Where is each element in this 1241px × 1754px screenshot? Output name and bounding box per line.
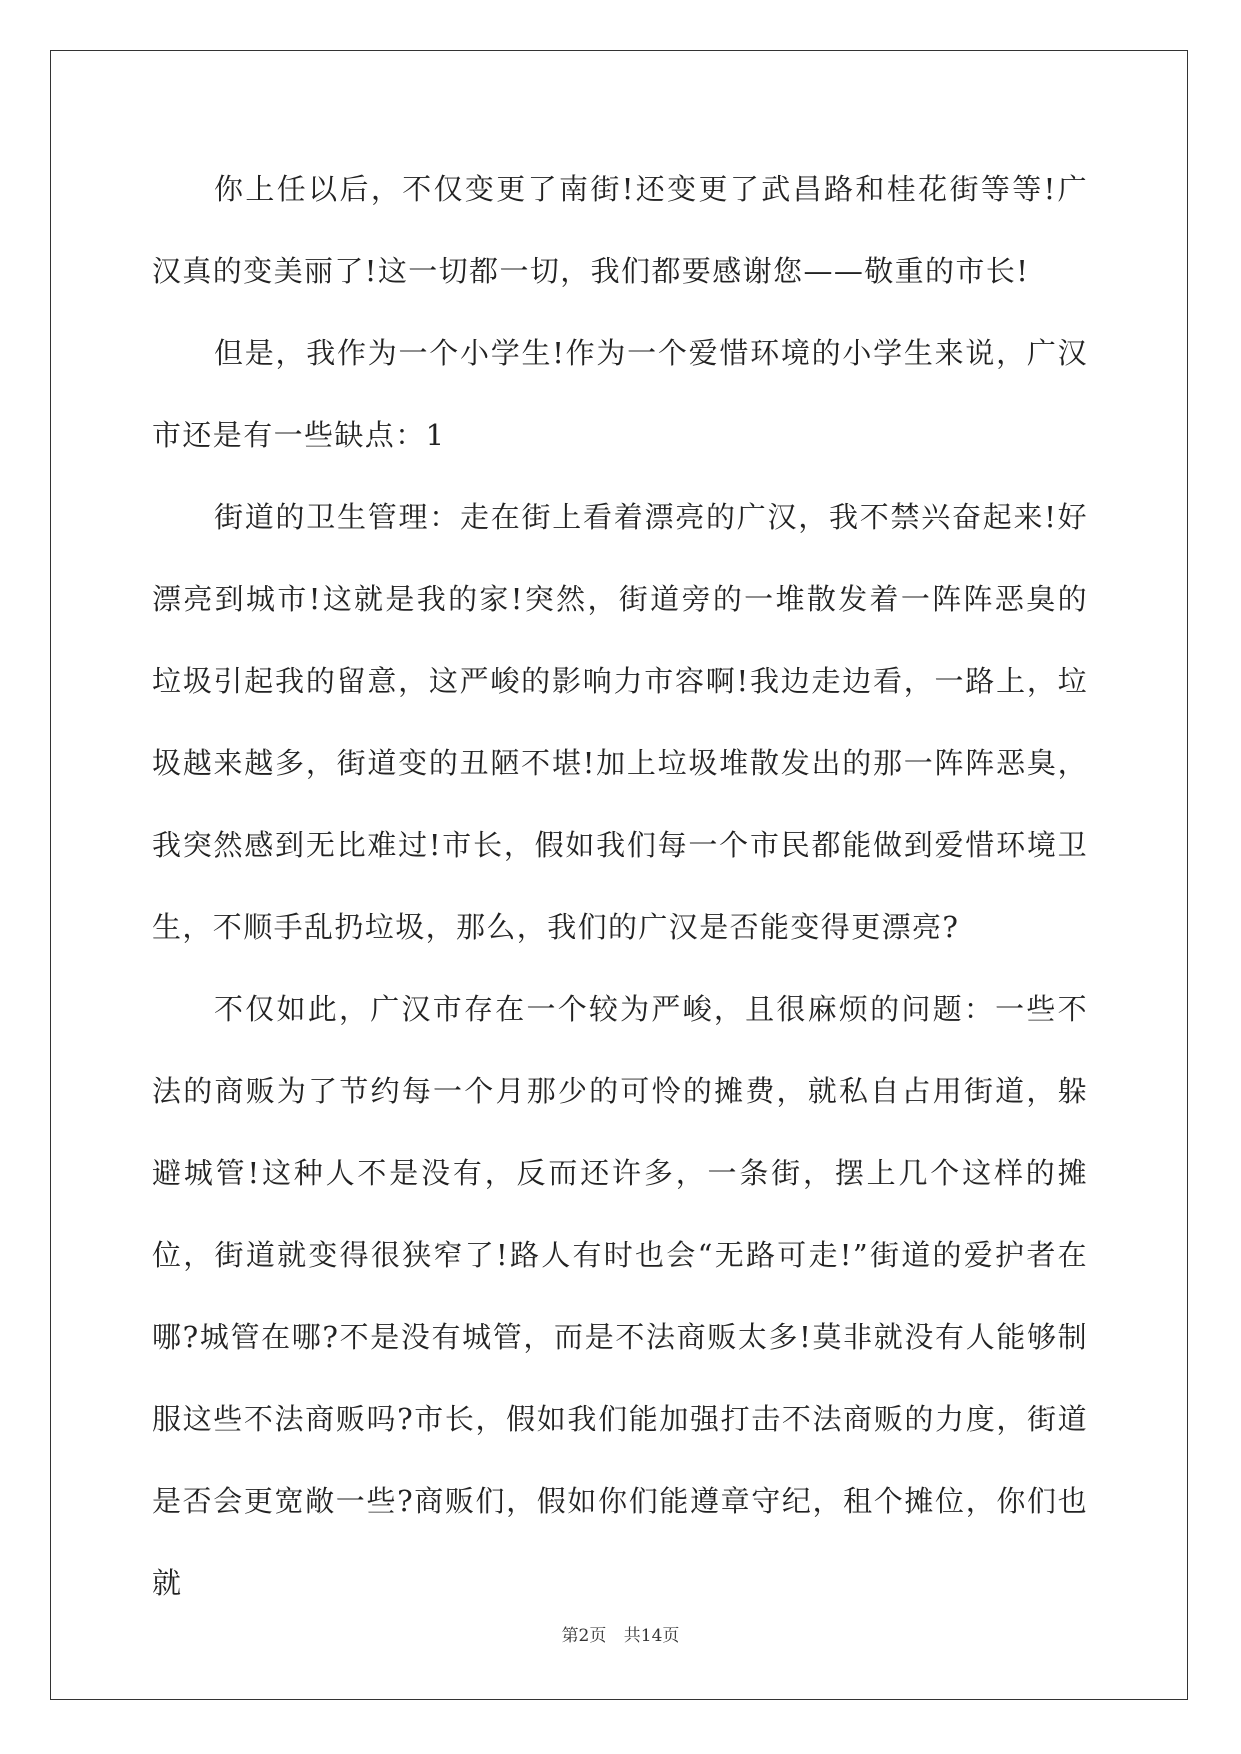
- page-footer: [0, 1621, 1241, 1646]
- page-number: 第2页: [561, 1626, 607, 1646]
- page-total: 共14页: [623, 1626, 680, 1646]
- paragraph-3: 街道的卫生管理：走在街上看着漂亮的广汉，我不禁兴奋起来!好漂亮到城市!这就是我的家!突然，街道旁的一堆散发着一阵阵恶臭的垃圾引起我的留意，这严峻的影响力市容啊!我边走边看，一路上，垃圾越来越多，街道变的丑陋不堪!加上垃圾堆散发出的那一阵阵恶臭，我突然感到无比难过!市长，假如我们每一个市民都能做到爱惜环境卫生，不顺手乱扔垃圾，那么，我们的广汉是否能变得更漂亮?: [152, 500, 1088, 944]
- paragraph-4: 不仅如此，广汉市存在一个较为严峻，且很麻烦的问题：一些不法的商贩为了节约每一个月那少的可怜的摊费，就私自占用街道，躲避城管!这种人不是没有，反而还许多，一条街，摆上几个这样的摊位，街道就变得很狭窄了!路人有时也会“无路可走!”街道的爱护者在哪?城管在哪?不是没有城管，而是不法商贩太多!莫非就没有人能够制服这些不法商贩吗?市长，假如我们能加强打击不法商贩的力度，街道是否会更宽敞一些?商贩们，假如你们能遵章守纪，租个摊位，你们也就: [152, 992, 1088, 1600]
- paragraph-2: 但是，我作为一个小学生!作为一个爱惜环境的小学生来说，广汉市还是有一些缺点：1: [152, 336, 1088, 452]
- document-body: [152, 148, 1088, 1624]
- paragraph-1: 你上任以后，不仅变更了南街!还变更了武昌路和桂花街等等!广汉真的变美丽了!这一切都一切，我们都要感谢您——敬重的市长!: [152, 172, 1088, 288]
